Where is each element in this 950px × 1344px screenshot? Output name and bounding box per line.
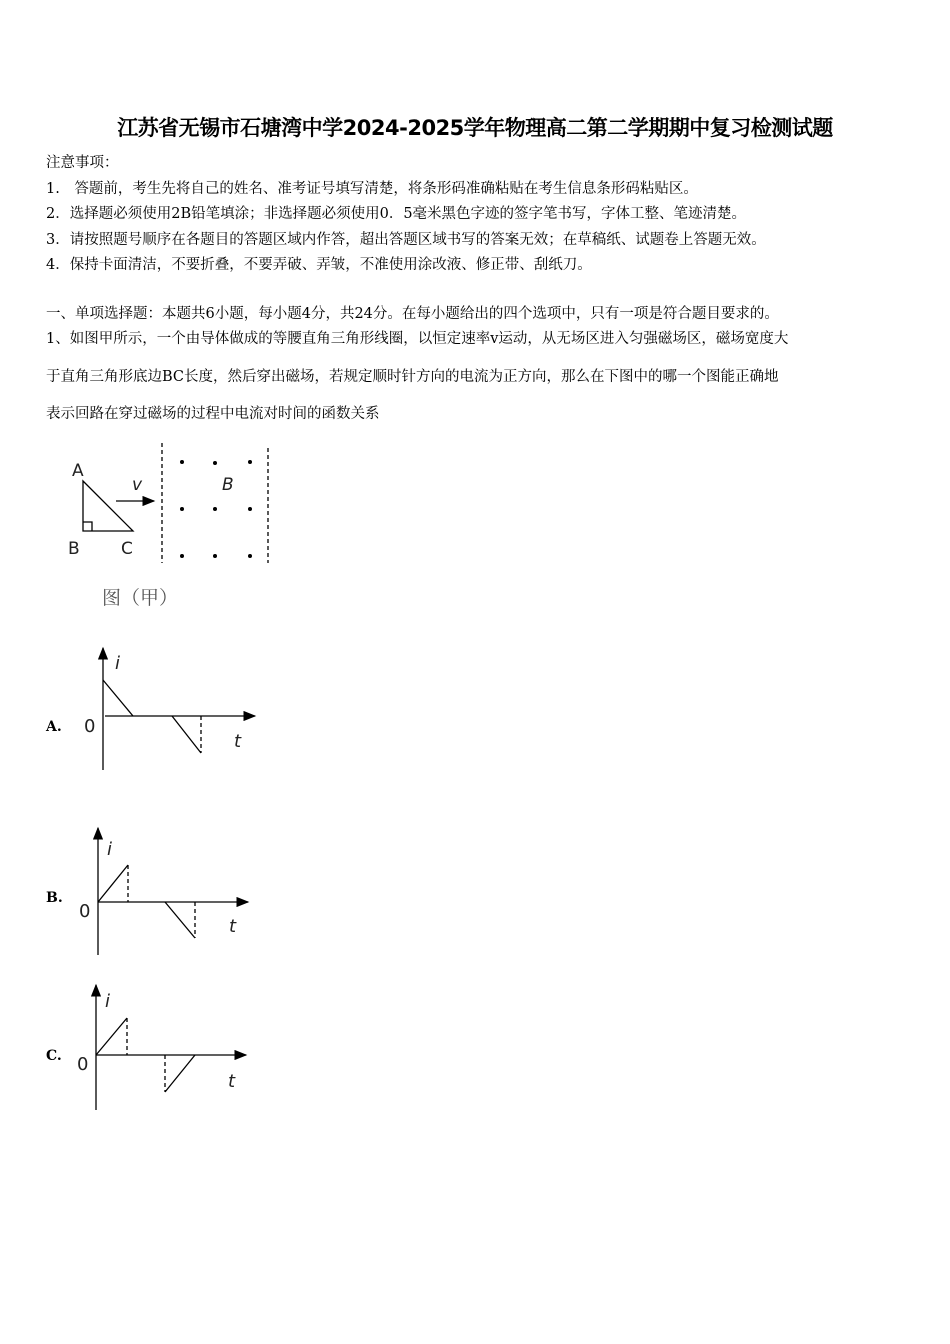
figure-caption: 图（甲） (102, 587, 179, 609)
label-b: B (68, 539, 80, 559)
note-2: 2．选择题必须使用2B铅笔填涂；非选择题必须使用0．5毫米黑色字迹的签字笔书写，字体工整、笔迹清楚。 (46, 206, 747, 222)
option-a-label: A. (46, 719, 62, 735)
page-title: 江苏省无锡市石塘湾中学2024-2025学年物理高二第二学期期中复习检测试题 (117, 116, 833, 140)
option-b-label: B. (46, 890, 63, 906)
option-c-label: C. (46, 1048, 62, 1064)
graph-a-i: i (115, 653, 121, 674)
question-line-3: 表示回路在穿过磁场的过程中电流对时间的函数关系 (46, 406, 380, 422)
graph-c-i: i (105, 991, 111, 1012)
figure-jia (83, 443, 268, 563)
graph-a-t: t (234, 731, 242, 752)
graph-b-i: i (107, 839, 113, 860)
graph-a (103, 648, 255, 770)
label-c: C (121, 539, 133, 559)
graph-a-origin: 0 (84, 716, 96, 737)
label-v: v (132, 475, 143, 495)
note-4: 4．保持卡面清洁，不要折叠，不要弄破、弄皱，不准使用涂改液、修正带、刮纸刀。 (46, 257, 592, 273)
field-dots (180, 460, 252, 558)
triangle-coil (83, 481, 133, 531)
graph-b-origin: 0 (79, 901, 91, 922)
notes-heading: 注意事项： (46, 155, 119, 171)
question-line-2: 于直角三角形底边BC长度，然后穿出磁场，若规定顺时针方向的电流为正方向，那么在下图中的哪一个图能正确地 (46, 369, 779, 385)
graph-c-t: t (228, 1071, 236, 1092)
graph-b (98, 828, 248, 955)
question-line-1: 1、如图甲所示，一个由导体做成的等腰直角三角形线圈，以恒定速率v运动，从无场区进入匀强磁场区，磁场宽度大 (46, 331, 789, 347)
graph-b-t: t (229, 916, 237, 937)
label-a: A (72, 461, 84, 481)
right-angle-mark (83, 522, 92, 531)
graph-c-origin: 0 (77, 1054, 89, 1075)
note-3: 3．请按照题号顺序在各题目的答题区域内作答，超出答题区域书写的答案无效；在草稿纸、试题卷上答题无效。 (46, 232, 766, 248)
label-field-b: B (222, 475, 234, 495)
section-heading: 一、单项选择题：本题共6小题，每小题4分，共24分。在每小题给出的四个选项中，只有一项是符合题目要求的。 (46, 306, 779, 322)
graph-c (96, 985, 246, 1110)
note-1: 1. 答题前，考生先将自己的姓名、准考证号填写清楚，将条形码准确粘贴在考生信息条形码粘贴区。 (46, 181, 698, 197)
